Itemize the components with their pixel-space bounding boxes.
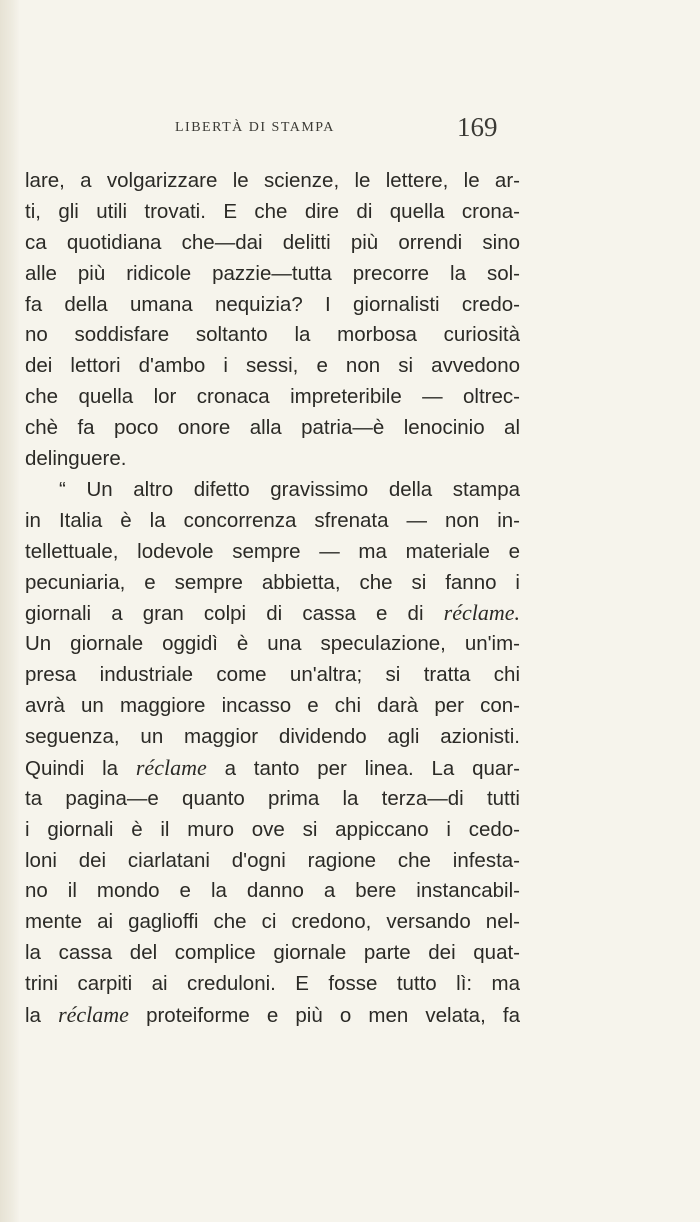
text-line: tellettuale, lodevole sempre — ma materiale e	[25, 539, 520, 563]
text-line: i giornali è il muro ove si appiccano i cedo-	[25, 817, 520, 841]
text-line: la cassa del complice giornale parte dei quat-	[25, 941, 520, 965]
text-line-paragraph-start: “ Un altro difetto gravissimo della stampa	[59, 477, 520, 501]
text-line: che quella lor cronaca impreteribile — oltrec-	[25, 385, 520, 409]
text-line: chè fa poco onore alla patria—è lenocinio al	[25, 416, 520, 440]
text-line: pecuniaria, e sempre abbietta, che si fanno i	[25, 570, 520, 594]
text-line: ca quotidiana che—dai delitti più orrendi sino	[25, 230, 520, 254]
text-line: seguenza, un maggior dividendo agli azionisti.	[25, 725, 520, 749]
running-title: LIBERTÀ DI STAMPA	[175, 120, 335, 135]
text-line: Un giornale oggidì è una speculazione, un'im-	[25, 632, 520, 656]
text-segment: la	[25, 1004, 41, 1028]
text-line: mente ai gaglioffi che ci credono, versando nel-	[25, 910, 520, 934]
text-segment: giornali a gran colpi di cassa e di	[25, 602, 424, 626]
text-line: no soddisfare soltanto la morbosa curiosità	[25, 323, 520, 347]
text-line: alle più ridicole pazzie—tutta precorre la sol-	[25, 261, 520, 285]
running-header	[25, 112, 520, 152]
text-line: ta pagina—e quanto prima la terza—di tutti	[25, 786, 520, 810]
body-text	[25, 166, 520, 1031]
page-number: 169	[457, 112, 498, 142]
text-line: dei lettori d'ambo i sessi, e non si avvedono	[25, 354, 520, 378]
text-line: in Italia è la concorrenza sfrenata — non in-	[25, 508, 520, 532]
italic-term: réclame.	[443, 600, 520, 626]
text-line	[25, 753, 520, 784]
book-page	[25, 112, 520, 1031]
text-line: loni dei ciarlatani d'ogni ragione che infesta-	[25, 848, 520, 872]
italic-term: réclame	[58, 1002, 129, 1028]
text-line	[25, 1000, 520, 1031]
text-line: delinguere.	[25, 447, 127, 471]
text-segment: a tanto per linea. La quar-	[224, 756, 520, 780]
text-segment: proteiforme e più o men velata, fa	[146, 1004, 520, 1028]
text-segment: Quindi la	[25, 756, 119, 780]
text-line: ti, gli utili trovati. E che dire di quella crona-	[25, 199, 520, 223]
text-line: lare, a volgarizzare le scienze, le lettere, le ar-	[25, 169, 520, 192]
text-line: presa industriale come un'altra; si tratta chi	[25, 663, 520, 687]
text-line: no il mondo e la danno a bere instancabil-	[25, 879, 520, 903]
text-line: fa della umana nequizia? I giornalisti credo-	[25, 292, 520, 316]
text-line	[25, 598, 520, 629]
italic-term: réclame	[135, 754, 207, 780]
page-gutter-shadow	[0, 0, 20, 1222]
text-line: trini carpiti ai creduloni. E fosse tutto lì: ma	[25, 972, 520, 996]
text-line: avrà un maggiore incasso e chi darà per con-	[25, 694, 520, 718]
